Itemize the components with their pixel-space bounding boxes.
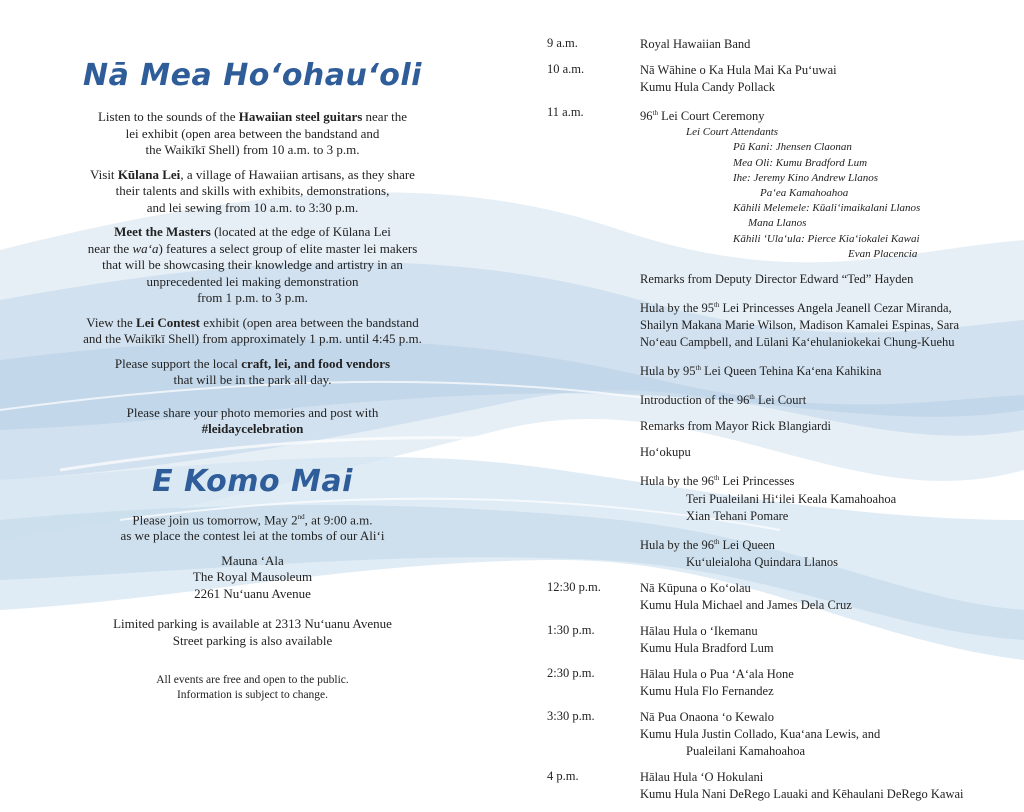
schedule-time (547, 470, 640, 524)
schedule-acts (640, 470, 1017, 524)
kulana-lei-paragraph: Visit Kūlana Lei, a village of Hawaiian artisans, as they share their talents and skills with exhibits, demonstrations, and lei sewing from 10 a.m. to 3:30 p.m. (90, 166, 415, 215)
schedule-line: Remarks from Deputy Director Edward “Ted” Hayden (640, 271, 914, 286)
invite-paragraph: Please join us tomorrow, May 2nd, at 9:00 a.m. as we place the contest lei at the tombs of our Ali‘i (120, 511, 385, 544)
schedule-line: Nā Pua Onaona ‘o Kewalo (640, 709, 774, 724)
schedule-time (547, 360, 640, 380)
schedule-line: Ho‘okupu (640, 445, 691, 460)
schedule-acts (640, 62, 1017, 96)
schedule-row (547, 580, 1017, 614)
schedule-line: No‘eau Campbell, and Lūlani Ka‘ehulaniokekai Chung-Kuehu (640, 335, 955, 350)
schedule-line: Royal Hawaiian Band (640, 37, 751, 51)
schedule-line: Pualeilani Kamahoahoa (686, 743, 806, 758)
schedule-time (547, 444, 640, 461)
schedule-line: Pa‘ea Kamahoahoa (760, 186, 849, 199)
schedule-time: 12:30 p.m. (547, 579, 601, 594)
schedule-acts (640, 580, 1017, 614)
schedule-line: Introduction of the 96th Lei Court (640, 393, 807, 408)
schedule-acts (640, 105, 1017, 262)
footer-note: All events are free and open to the public. Information is subject to change. (156, 674, 349, 702)
welcome-title: E Komo Mai (152, 463, 353, 499)
schedule-acts (640, 709, 1017, 760)
schedule-line: Evan Placencia (848, 247, 918, 260)
schedule-line: Hula by the 96th Lei Princesses (640, 474, 795, 489)
schedule-line: Hula by 95th Lei Queen Tehina Ka‘ena Kahikina (640, 364, 882, 379)
schedule-acts (640, 297, 1017, 351)
schedule-line: Hālau Hula o ‘Ikemanu (640, 623, 758, 638)
schedule-time: 3:30 p.m. (547, 708, 595, 723)
schedule-line: Kumu Hula Bradford Lum (640, 640, 774, 655)
schedule-time: 9 a.m. (547, 36, 578, 50)
schedule-line: Hālau Hula ‘O Hokulani (640, 769, 764, 784)
schedule-row (547, 389, 1017, 409)
schedule-line: Hālau Hula o Pua ‘A‘ala Hone (640, 666, 794, 681)
schedule-row (547, 470, 1017, 524)
schedule-time: 11 a.m. (547, 105, 584, 119)
schedule-time (547, 297, 640, 351)
masters-paragraph: Meet the Masters (located at the edge of Kūlana Lei near the wa‘a) features a select group of elite master lei makers that will be showcasing their knowledge and artistry in an unprecedented lei making demonstration from 1 p.m. to 3 p.m. (87, 224, 418, 305)
schedule-row (547, 360, 1017, 380)
schedule-acts (640, 666, 1017, 700)
schedule-line: Nā Wāhine o Ka Hula Mai Ka Pu‘uwai (640, 63, 837, 77)
schedule-line: Hula by the 95th Lei Princesses Angela Jeanell Cezar Miranda, (640, 300, 952, 316)
schedule-line: Remarks from Mayor Rick Blangiardi (640, 419, 831, 434)
schedule-row (547, 709, 1017, 760)
schedule-time: 10 a.m. (547, 62, 585, 76)
schedule-row (547, 105, 1017, 262)
vendors-paragraph: Please support the local craft, lei, and food vendors that will be in the park all day. (114, 355, 391, 387)
schedule-line: Lei Court Attendants (686, 126, 779, 139)
main-title: Nā Mea Ho‘ohau‘oli (83, 58, 422, 93)
schedule-line: Kumu Hula Nani DeRego Lauaki and Kēhaulani DeRego Kawai (640, 786, 964, 801)
schedule-row (547, 36, 1017, 53)
schedule-time: 1:30 p.m. (547, 622, 595, 637)
photo-paragraph: Please share your photo memories and post with #leidaycelebration (126, 404, 379, 436)
schedule-line: Teri Pualeilani Hi‘ilei Keala Kamahoahoa (686, 491, 897, 506)
schedule-line: Nā Kūpuna o Ko‘olau (640, 580, 751, 595)
schedule-list (547, 36, 1017, 812)
schedule-row (547, 418, 1017, 435)
schedule-acts (640, 534, 1017, 571)
schedule-line: Kāhili ‘Ula‘ula: Pierce Kia‘iokalei Kawai (733, 232, 920, 245)
schedule-acts (640, 271, 1017, 288)
schedule-row (547, 62, 1017, 96)
schedule-time: 4 p.m. (547, 768, 579, 783)
parking-info: Limited parking is available at 2313 Nu‘uanu Avenue Street parking is also available (113, 616, 392, 648)
schedule-line: Kumu Hula Justin Collado, Kua‘ana Lewis, and (640, 726, 881, 741)
schedule-line: Hula by the 96th Lei Queen (640, 537, 775, 552)
schedule-acts (640, 360, 1017, 380)
schedule-acts (640, 623, 1017, 657)
schedule-line: 96th Lei Court Ceremony (640, 109, 765, 124)
schedule-row (547, 297, 1017, 351)
schedule-time (547, 418, 640, 435)
schedule-acts (640, 418, 1017, 435)
schedule-row (547, 623, 1017, 657)
schedule-time (547, 271, 640, 288)
schedule-line: Kumu Hula Candy Pollack (640, 80, 776, 94)
address-block: Mauna ‘Ala The Royal Mausoleum 2261 Nu‘uanu Avenue (192, 552, 313, 601)
schedule-line: Kumu Hula Michael and James Dela Cruz (640, 597, 852, 612)
schedule-row (547, 271, 1017, 288)
schedule-acts (640, 444, 1017, 461)
steel-guitar-paragraph: Listen to the sounds of the Hawaiian steel guitars near the lei exhibit (open area between the bandstand and the Waikīkī Shell) from 10 a.m. to 3 p.m. (97, 109, 408, 157)
schedule-row (547, 769, 1017, 803)
schedule-line: Shailyn Makana Marie Wilson, Madison Kamalei Espinas, Sara (640, 318, 959, 333)
schedule-line: Mana Llanos (748, 217, 807, 230)
schedule-line: Xian Tehani Pomare (686, 508, 789, 523)
schedule-acts (640, 389, 1017, 409)
schedule-line: Kumu Hula Flo Fernandez (640, 683, 774, 698)
left-panel (40, 52, 465, 703)
schedule-row (547, 534, 1017, 571)
schedule-line: Ihe: Jeremy Kino Andrew Llanos (733, 171, 879, 184)
schedule-line: Kāhili Melemele: Kūali‘imaikalani Llanos (733, 202, 921, 215)
schedule-row (547, 444, 1017, 461)
schedule-acts (640, 36, 1017, 53)
schedule-time (547, 389, 640, 409)
schedule-line: Mea Oli: Kumu Bradford Lum (733, 156, 868, 169)
schedule-row (547, 666, 1017, 700)
schedule-time (547, 534, 640, 571)
schedule-time: 2:30 p.m. (547, 665, 595, 680)
schedule-acts (640, 769, 1017, 803)
schedule-line: Pū Kani: Jhensen Claonan (733, 141, 852, 154)
lei-contest-paragraph: View the Lei Contest exhibit (open area between the bandstand and the Waikīkī Shell) from approximately 1 p.m. until 4:45 p.m. (83, 314, 422, 346)
schedule-line: Ku‘uleialoha Quindara Llanos (686, 554, 839, 569)
